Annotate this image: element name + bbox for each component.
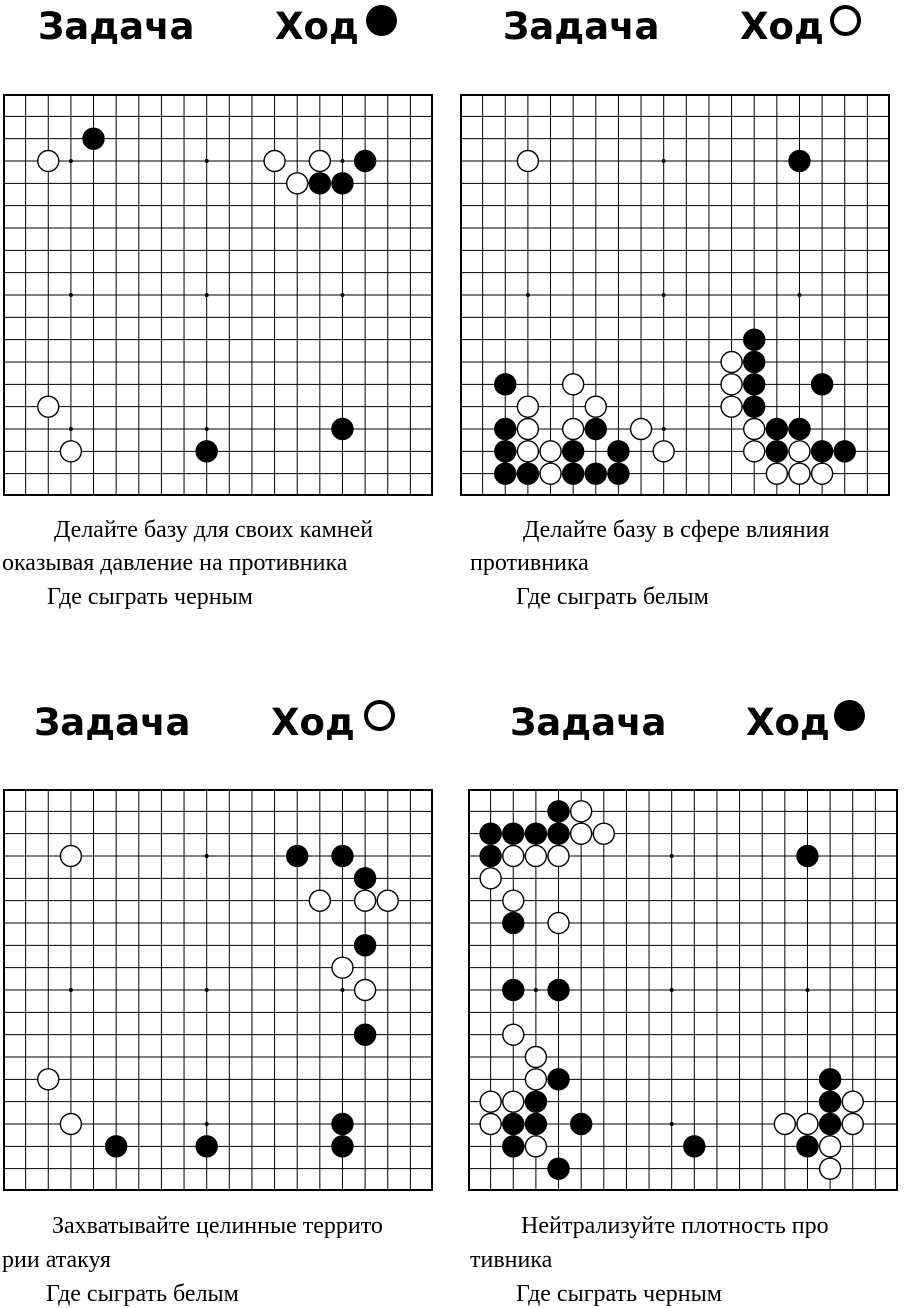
black-stone — [525, 1091, 546, 1112]
black-stone — [495, 374, 516, 395]
caption-line-2: рии атакуя — [2, 1247, 111, 1273]
black-stone — [525, 1114, 546, 1135]
black-stone — [355, 1024, 376, 1045]
caption-line-3: Где сыграть белым — [46, 1281, 239, 1307]
black-stone — [332, 846, 353, 867]
black-stone — [820, 1114, 841, 1135]
black-stone — [495, 441, 516, 462]
black-stone — [797, 846, 818, 867]
caption-line-1: Делайте базу для своих камней — [54, 517, 374, 543]
white-stone — [355, 980, 376, 1001]
black-stone — [744, 329, 765, 350]
caption-line-3: Где сыграть черным — [47, 584, 253, 610]
white-stone — [355, 890, 376, 911]
star-point — [69, 427, 73, 431]
go-board — [3, 789, 433, 1191]
caption-line-1: Нейтрализуйте плотность про — [521, 1213, 829, 1239]
star-point — [662, 293, 666, 297]
black-stone — [571, 1114, 592, 1135]
white-stone — [842, 1114, 863, 1135]
caption-line-2: тивника — [470, 1247, 553, 1273]
white-stone — [517, 396, 538, 417]
white-stone — [766, 463, 787, 484]
white-stone — [60, 846, 81, 867]
black-stone — [332, 1136, 353, 1157]
go-board — [468, 789, 898, 1191]
white-stone — [744, 419, 765, 440]
star-point — [69, 159, 73, 163]
star-point — [526, 293, 530, 297]
black-stone — [684, 1136, 705, 1157]
turn-stone-icon — [834, 700, 865, 731]
black-stone — [106, 1136, 127, 1157]
white-stone — [548, 846, 569, 867]
problem-title: Задача — [503, 5, 660, 48]
black-stone — [332, 419, 353, 440]
black-stone — [480, 846, 501, 867]
white-stone — [631, 419, 652, 440]
white-stone — [797, 1114, 818, 1135]
star-point — [340, 293, 344, 297]
black-stone — [503, 1114, 524, 1135]
caption-line-1: Делайте базу в сфере влияния — [523, 517, 830, 543]
black-stone — [563, 463, 584, 484]
black-stone — [820, 1091, 841, 1112]
star-point — [670, 988, 674, 992]
caption-line-2: оказывая давление на противника — [2, 550, 348, 576]
black-stone — [480, 823, 501, 844]
white-stone — [525, 846, 546, 867]
star-point — [69, 988, 73, 992]
black-stone — [766, 441, 787, 462]
white-stone — [571, 801, 592, 822]
star-point — [340, 159, 344, 163]
star-point — [205, 159, 209, 163]
black-stone — [196, 441, 217, 462]
black-stone — [495, 463, 516, 484]
white-stone — [264, 151, 285, 172]
white-stone — [480, 1114, 501, 1135]
black-stone — [548, 1158, 569, 1179]
white-stone — [38, 396, 59, 417]
black-stone — [332, 1114, 353, 1135]
black-stone — [585, 463, 606, 484]
star-point — [205, 988, 209, 992]
black-stone — [789, 151, 810, 172]
white-stone — [503, 1024, 524, 1045]
turn-stone-icon — [364, 700, 395, 731]
black-stone — [548, 1069, 569, 1090]
white-stone — [571, 823, 592, 844]
black-stone — [548, 823, 569, 844]
turn-label: Ход — [746, 701, 830, 744]
star-point — [670, 1122, 674, 1126]
problem-title: Задача — [38, 5, 195, 48]
white-stone — [721, 352, 742, 373]
white-stone — [721, 396, 742, 417]
black-stone — [503, 913, 524, 934]
white-stone — [540, 463, 561, 484]
white-stone — [332, 957, 353, 978]
caption-line-3: Где сыграть белым — [516, 584, 709, 610]
black-stone — [812, 441, 833, 462]
black-stone — [355, 868, 376, 889]
white-stone — [517, 441, 538, 462]
go-board — [460, 94, 890, 496]
white-stone — [563, 374, 584, 395]
black-stone — [525, 823, 546, 844]
white-stone — [563, 419, 584, 440]
white-stone — [377, 890, 398, 911]
go-board — [3, 94, 433, 496]
turn-label: Ход — [740, 5, 824, 48]
white-stone — [517, 419, 538, 440]
caption-line-1: Захватывайте целинные террито — [52, 1213, 383, 1239]
turn-label: Ход — [271, 701, 355, 744]
black-stone — [83, 128, 104, 149]
black-stone — [812, 374, 833, 395]
white-stone — [287, 173, 308, 194]
turn-stone-icon — [830, 5, 861, 36]
white-stone — [789, 441, 810, 462]
white-stone — [774, 1114, 795, 1135]
white-stone — [744, 441, 765, 462]
black-stone — [789, 419, 810, 440]
black-stone — [503, 980, 524, 1001]
white-stone — [820, 1136, 841, 1157]
white-stone — [842, 1091, 863, 1112]
star-point — [69, 293, 73, 297]
star-point — [205, 854, 209, 858]
problem-title: Задача — [510, 701, 667, 744]
star-point — [205, 293, 209, 297]
white-stone — [540, 441, 561, 462]
black-stone — [495, 419, 516, 440]
white-stone — [593, 823, 614, 844]
black-stone — [585, 419, 606, 440]
white-stone — [789, 463, 810, 484]
black-stone — [563, 441, 584, 462]
white-stone — [721, 374, 742, 395]
star-point — [534, 988, 538, 992]
black-stone — [744, 352, 765, 373]
black-stone — [744, 396, 765, 417]
star-point — [670, 854, 674, 858]
star-point — [805, 988, 809, 992]
black-stone — [608, 463, 629, 484]
white-stone — [60, 441, 81, 462]
black-stone — [548, 801, 569, 822]
white-stone — [653, 441, 674, 462]
caption-line-2: противника — [470, 550, 589, 576]
star-point — [662, 159, 666, 163]
black-stone — [797, 1136, 818, 1157]
star-point — [797, 293, 801, 297]
black-stone — [309, 173, 330, 194]
white-stone — [38, 1069, 59, 1090]
black-stone — [517, 463, 538, 484]
star-point — [205, 1122, 209, 1126]
black-stone — [608, 441, 629, 462]
black-stone — [196, 1136, 217, 1157]
white-stone — [503, 846, 524, 867]
black-stone — [355, 151, 376, 172]
white-stone — [517, 151, 538, 172]
turn-label: Ход — [275, 5, 359, 48]
black-stone — [332, 173, 353, 194]
white-stone — [525, 1069, 546, 1090]
black-stone — [548, 980, 569, 1001]
white-stone — [548, 913, 569, 934]
white-stone — [480, 1091, 501, 1112]
black-stone — [355, 935, 376, 956]
black-stone — [766, 419, 787, 440]
black-stone — [744, 374, 765, 395]
star-point — [205, 427, 209, 431]
white-stone — [525, 1136, 546, 1157]
black-stone — [834, 441, 855, 462]
black-stone — [820, 1069, 841, 1090]
white-stone — [585, 396, 606, 417]
turn-stone-icon — [366, 5, 397, 36]
white-stone — [309, 890, 330, 911]
white-stone — [309, 151, 330, 172]
white-stone — [820, 1158, 841, 1179]
black-stone — [287, 846, 308, 867]
caption-line-3: Где сыграть черным — [516, 1281, 722, 1307]
problem-title: Задача — [34, 701, 191, 744]
star-point — [662, 427, 666, 431]
white-stone — [812, 463, 833, 484]
star-point — [340, 988, 344, 992]
black-stone — [503, 823, 524, 844]
white-stone — [503, 1091, 524, 1112]
white-stone — [38, 151, 59, 172]
black-stone — [503, 1136, 524, 1157]
white-stone — [525, 1047, 546, 1068]
white-stone — [480, 868, 501, 889]
white-stone — [503, 890, 524, 911]
white-stone — [60, 1114, 81, 1135]
